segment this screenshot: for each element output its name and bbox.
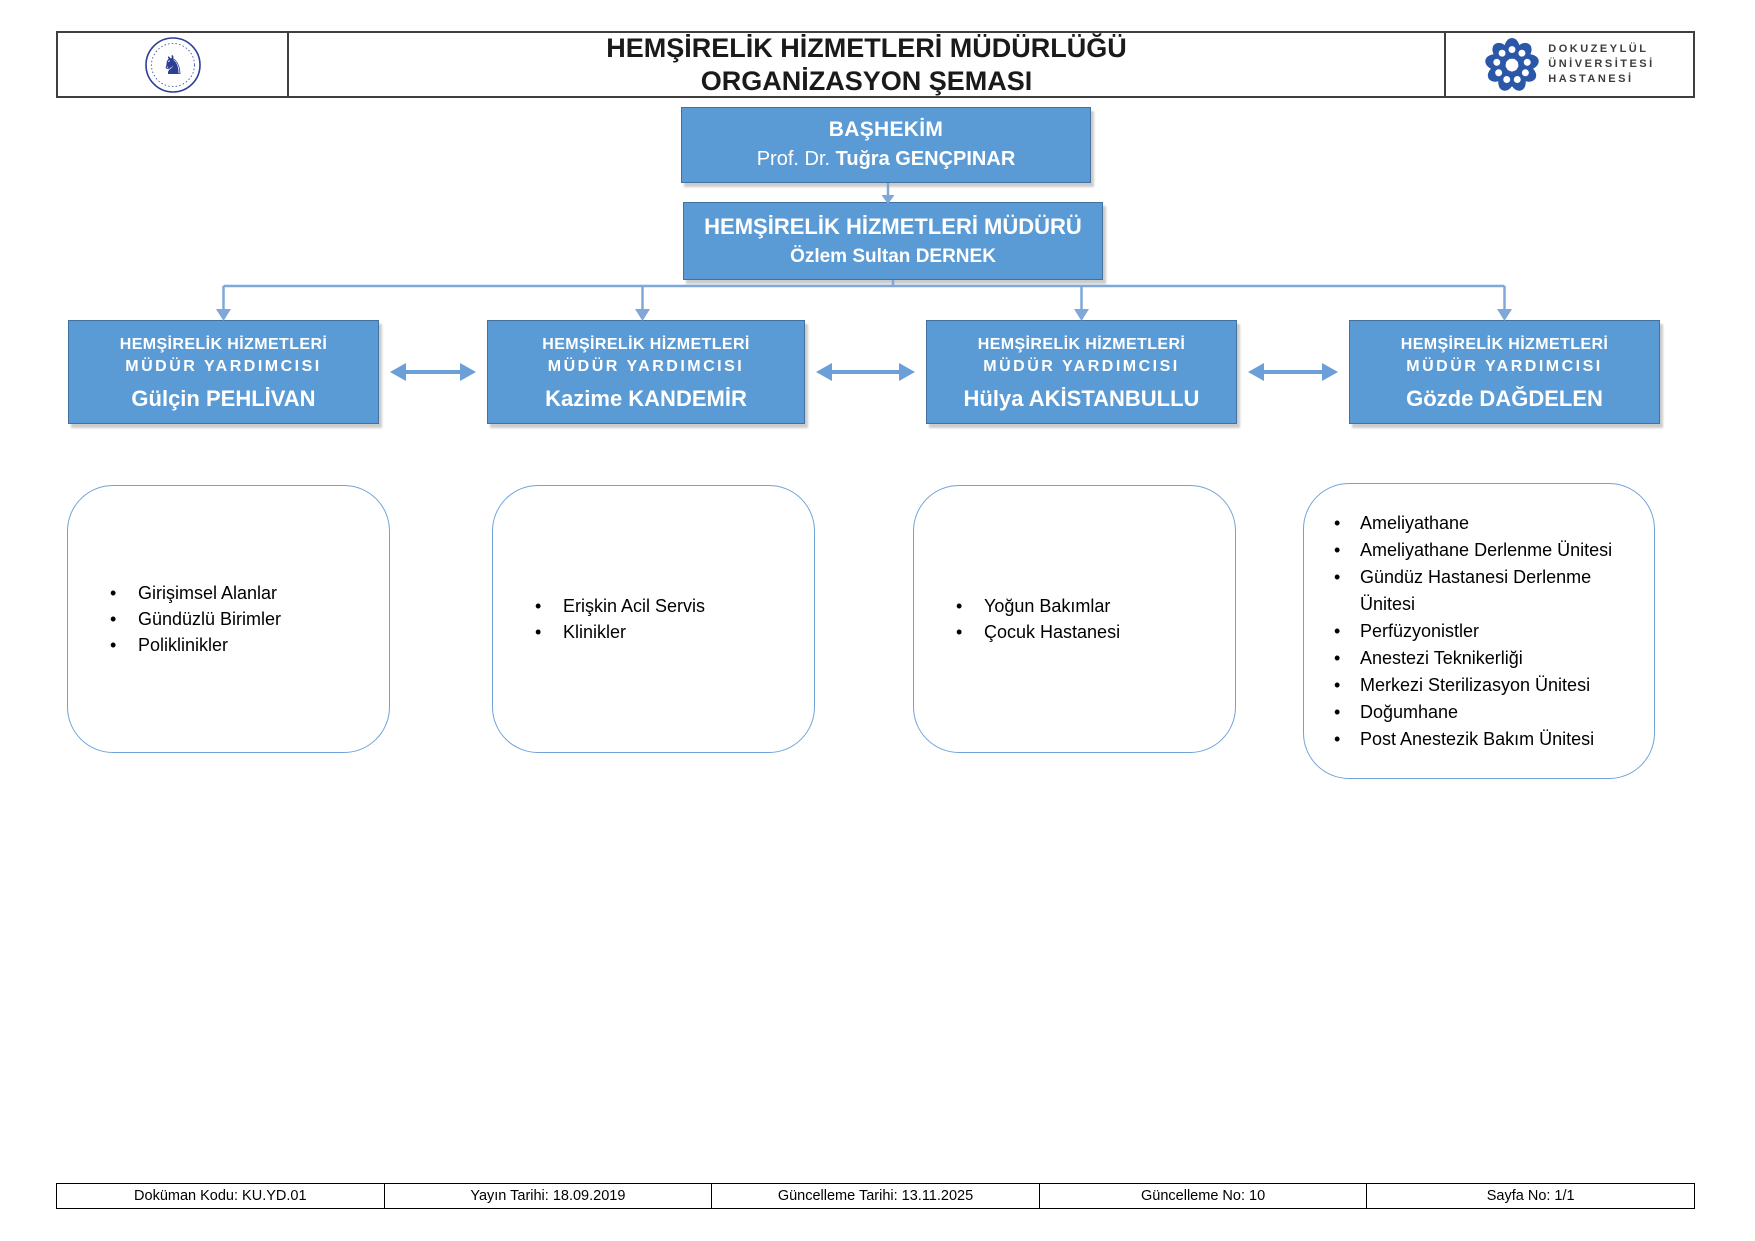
deputy-1-title-line2: MÜDÜR YARDIMCISI	[125, 357, 322, 375]
double-arrow-1-2	[390, 363, 476, 381]
document-header	[56, 31, 1695, 98]
hospital-emblem-icon	[1484, 37, 1540, 93]
deputy-4-title-line1: HEMŞİRELİK HİZMETLERİ	[1400, 336, 1609, 353]
deputy-box-1	[68, 320, 379, 424]
bashekim-title: BAŞHEKİM	[828, 118, 944, 141]
units-list-2	[493, 593, 814, 645]
deputy-3-title	[978, 334, 1186, 377]
deputy-4-title	[1401, 334, 1609, 377]
unit-list-item: • Ameliyathane Derlenme Ünitesi	[1334, 537, 1642, 564]
unit-list-item: • Klinikler	[535, 619, 800, 645]
mudur-name: Özlem Sultan DERNEK	[790, 246, 996, 267]
units-card-2	[492, 485, 815, 753]
deputy-2-title-line1: HEMŞİRELİK HİZMETLERİ	[542, 336, 750, 353]
deputy-2-title	[542, 334, 750, 377]
bashekim-name-prefix: Prof. Dr.	[756, 148, 836, 170]
deputy-4-name: Gözde DAĞDELEN	[1406, 386, 1603, 411]
deputy-box-3	[926, 320, 1237, 424]
connector-bashekim-mudur	[882, 183, 895, 204]
units-list-4	[1304, 510, 1654, 753]
unit-list-item: • Gündüz Hastanesi Derlenme Ünitesi	[1334, 564, 1642, 618]
deputy-1-name: Gülçin PEHLİVAN	[131, 386, 316, 411]
deputy-box-2	[487, 320, 805, 424]
header-right-cell	[1446, 33, 1693, 96]
deputy-3-title-line1: HEMŞİRELİK HİZMETLERİ	[977, 336, 1186, 353]
hospital-logo-line3: HASTANESİ	[1548, 72, 1634, 85]
bashekim-box	[681, 107, 1091, 183]
page-title	[606, 32, 1126, 98]
deputy-1-title	[120, 334, 328, 377]
units-list-1	[68, 580, 389, 658]
unit-list-item: • Post Anestezik Bakım Ünitesi	[1334, 726, 1642, 753]
unit-list-item: • Perfüzyonistler	[1334, 618, 1642, 645]
footer-cell-update-date: Güncelleme Tarihi: 13.11.2025	[712, 1184, 1040, 1208]
mudur-title: HEMŞİRELİK HİZMETLERİ MÜDÜRÜ	[704, 214, 1082, 239]
connector-tree	[216, 280, 1512, 321]
footer-cell-update-no: Güncelleme No: 10	[1040, 1184, 1368, 1208]
header-title-cell	[289, 33, 1446, 96]
svg-text:♞: ♞	[160, 50, 185, 81]
double-arrow-2-3	[816, 363, 915, 381]
page-title-line2: ORGANİZASYON ŞEMASI	[700, 65, 1033, 96]
unit-list-item: • Yoğun Bakımlar	[956, 593, 1221, 619]
deputy-3-title-line2: MÜDÜR YARDIMCISI	[983, 357, 1180, 375]
unit-list-item: • Poliklinikler	[110, 632, 375, 658]
units-card-1	[67, 485, 390, 753]
unit-list-item: • Gündüzlü Birimler	[110, 606, 375, 632]
units-card-3	[913, 485, 1236, 753]
page-title-line1: HEMŞİRELİK HİZMETLERİ MÜDÜRLÜĞÜ	[606, 32, 1127, 63]
unit-list-item: • Girişimsel Alanlar	[110, 580, 375, 606]
unit-list-item: • Çocuk Hastanesi	[956, 619, 1221, 645]
footer-table	[56, 1183, 1695, 1209]
deputy-4-title-line2: MÜDÜR YARDIMCISI	[1406, 357, 1603, 375]
unit-list-item: • Anestezi Teknikerliği	[1334, 645, 1642, 672]
bashekim-name	[757, 148, 1016, 171]
unit-list-item: • Erişkin Acil Servis	[535, 593, 800, 619]
deputy-3-name: Hülya AKİSTANBULLU	[963, 386, 1200, 411]
mudur-box	[683, 202, 1103, 280]
hospital-logo-line2: ÜNİVERSİTESİ	[1548, 58, 1655, 71]
footer-cell-publish-date: Yayın Tarihi: 18.09.2019	[385, 1184, 713, 1208]
deputy-box-4	[1349, 320, 1660, 424]
deputy-1-title-line1: HEMŞİRELİK HİZMETLERİ	[119, 336, 328, 353]
bashekim-name-surname: Tuğra GENÇPINAR	[835, 148, 1016, 170]
units-list-3	[914, 593, 1235, 645]
deputy-2-name: Kazime KANDEMİR	[545, 386, 747, 411]
hospital-logo-line1: DOKUZEYLÜL	[1548, 43, 1649, 56]
double-arrow-3-4	[1248, 363, 1338, 381]
unit-list-item: • Ameliyathane	[1334, 510, 1642, 537]
footer-cell-document-code: Doküman Kodu: KU.YD.01	[57, 1184, 385, 1208]
deputy-2-title-line2: MÜDÜR YARDIMCISI	[547, 357, 745, 375]
deu-seal-logo	[144, 36, 202, 94]
header-left-cell	[58, 33, 289, 96]
footer-cell-page-no: Sayfa No: 1/1	[1486, 1188, 1575, 1204]
unit-list-item: • Merkezi Sterilizasyon Ünitesi	[1334, 672, 1642, 699]
hospital-logo-text	[1548, 42, 1654, 87]
units-card-4	[1303, 483, 1655, 779]
unit-list-item: • Doğumhane	[1334, 699, 1642, 726]
